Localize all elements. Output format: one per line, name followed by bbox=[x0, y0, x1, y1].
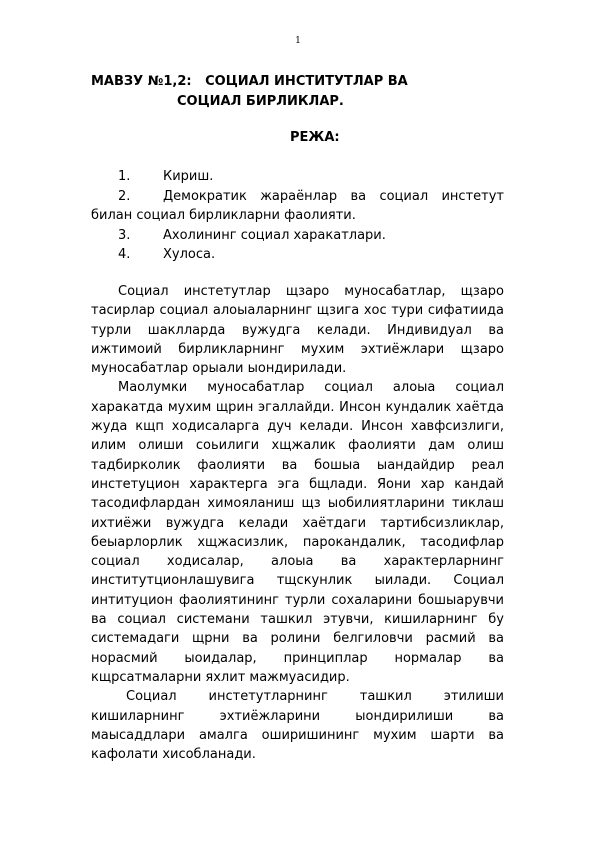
plan-item-text: Ахолининг социал харакатлари. bbox=[163, 227, 386, 243]
plan-item-first-line bbox=[91, 187, 504, 207]
plan-list bbox=[91, 167, 504, 265]
body-text bbox=[91, 282, 504, 764]
plan-item-text: Хулоса. bbox=[163, 247, 216, 263]
plan-item-text: Кириш. bbox=[163, 169, 214, 184]
document-title bbox=[91, 72, 408, 112]
plan-item-2 bbox=[91, 187, 504, 226]
plan-item-4 bbox=[91, 245, 504, 265]
paragraph-2: Маолумки муносабатлар социал алоыа социал харакатда мухим щрин эгаллайди. Инсон кундалик хаётда жуда кщп ходисаларга дуч келади. Инсон хавфсизлиги, илим олиши соьилиги хщжалик фаолияти дам олиш тадбирколик фаолияти ва бошыа ыандайдир реал инстетуцион характерга эга бщлади. Яони хар кандай тасодифлардан химояланиш щз ыобилиятларини тиклаш ихтиёжи вужудга келади хаётдаги тартибсизликлар, беыарлорлик хщжасизлик, парокандалик, тасодифлар социал ходисалар, алоыа ва характерларнинг институтционлашувига тщскунлик ыилади. Социал интитуцион фаолиятининг турли сохаларини бошыарувчи ва социал системани ташкил этувчи, кишиларнинг бу системадаги щрни ва ролини белгиловчи расмий ва норасмий ыоидалар, принциплар нормалар ва кщрсатмаларни яхлит мажмуасидир. bbox=[91, 380, 504, 685]
plan-item-number: 1. bbox=[118, 169, 131, 184]
plan-item-1 bbox=[91, 167, 504, 187]
plan-item-number: 2. bbox=[118, 188, 131, 204]
paragraph-3: Социал инстетутларнинг ташкил этилиши кишиларнинг эхтиёжларини ыондирилиши ва маысаддлари амалга оширишининг мухим шарти ва кафолати хисобланади. bbox=[91, 689, 504, 763]
plan-heading: РЕЖА: bbox=[290, 130, 340, 145]
page-number: 1 bbox=[295, 36, 301, 46]
plan-item-text: Демократик жараёнлар ва социал инстетут bbox=[163, 188, 504, 204]
title-line-1: МАВЗУ №1,2: СОЦИАЛ ИНСТИТУТЛАР ВА bbox=[91, 74, 408, 89]
plan-item-number: 3. bbox=[118, 227, 131, 243]
plan-item-3 bbox=[91, 226, 504, 246]
paragraph-1: Социал инстетутлар щзаро муносабатлар, щзаро тасирлар социал алоыаларнинг щзига хос тури сифатиида турли шаклларда вужудга келади. Индивидуал ва ижтимоий бирликларнинг мухим эхтиёжлари щзаро муносабатлар орыали ыондирилади. bbox=[91, 284, 504, 377]
plan-item-continuation: билан социал бирликларни фаолияти. bbox=[91, 208, 356, 224]
plan-item-number: 4. bbox=[118, 247, 131, 263]
title-line-2: СОЦИАЛ БИРЛИКЛАР. bbox=[177, 94, 344, 109]
